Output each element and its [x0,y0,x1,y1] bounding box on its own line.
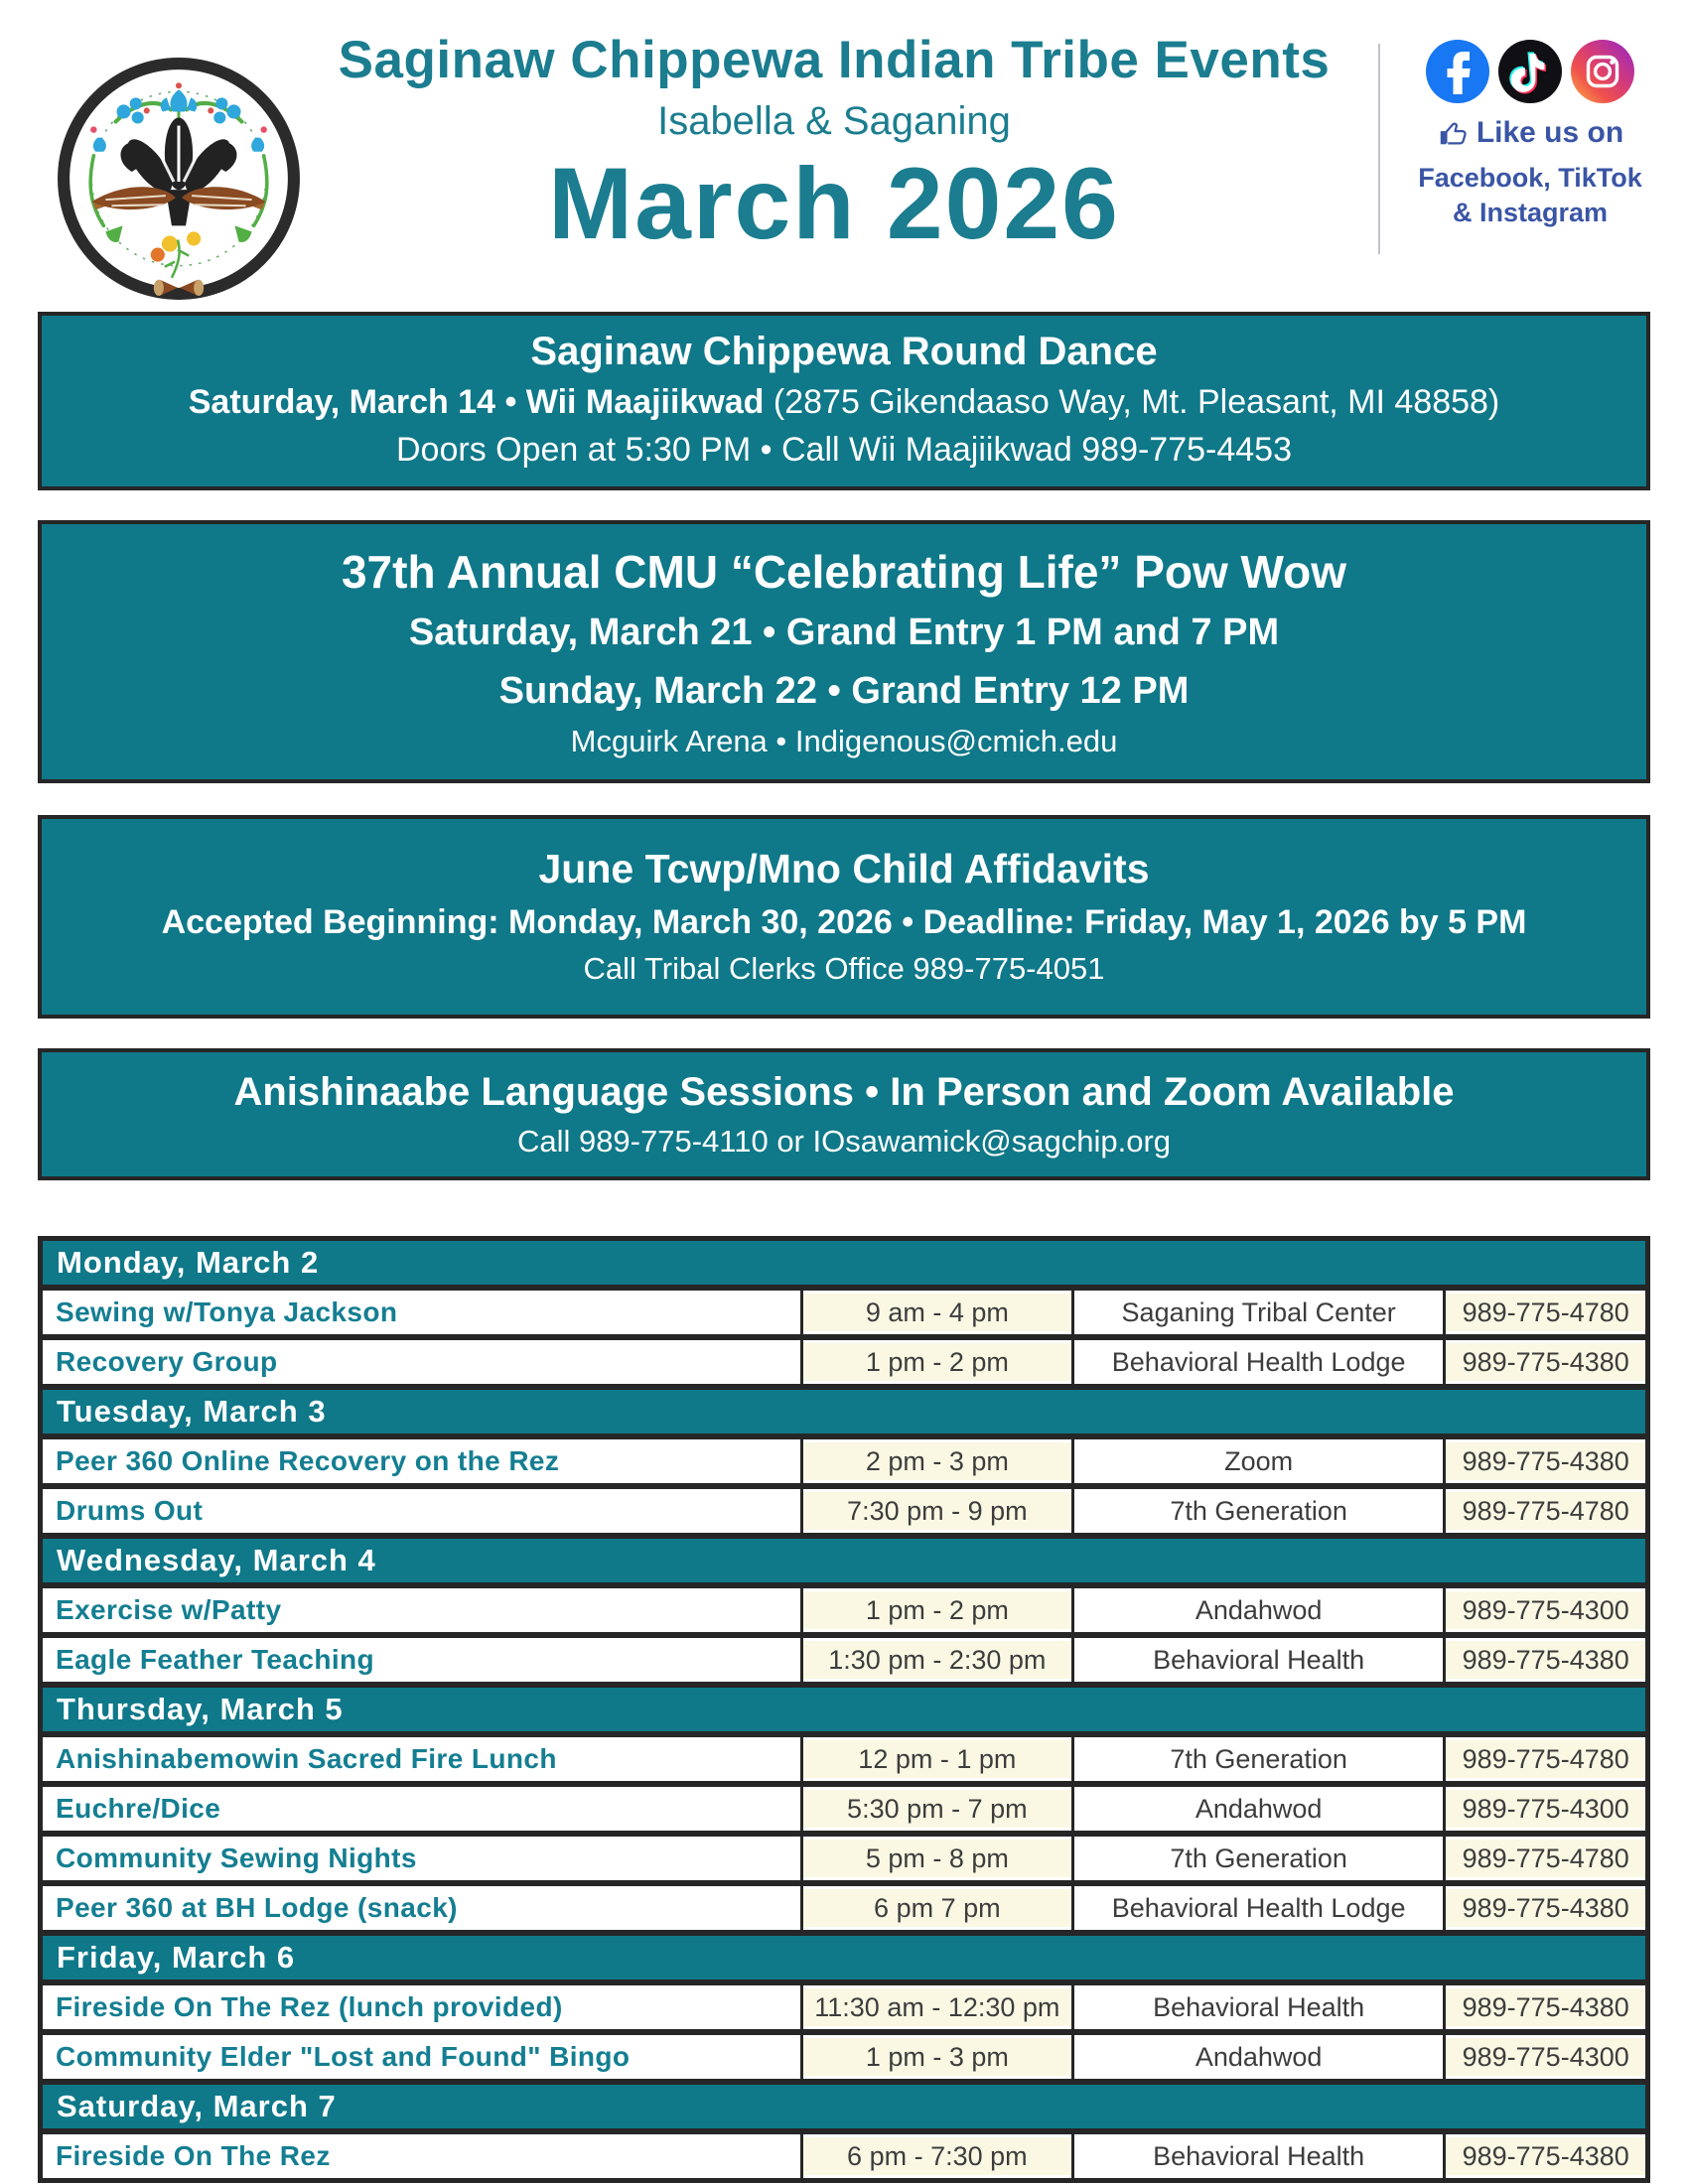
tiktok-icon [1498,40,1562,103]
event-name: Fireside On The Rez (lunch provided) [43,1985,800,2029]
day-header-thursday: Thursday, March 5 [43,1688,1645,1731]
event-name: Sewing w/Tonya Jackson [43,1291,800,1334]
event-phone: 989-775-4780 [1446,1837,1645,1880]
round-dance-address: (2875 Gikendaaso Way, Mt. Pleasant, MI 48858) [773,383,1500,421]
banner-language-sessions [38,1048,1650,1180]
tribe-emblem-icon [54,54,304,304]
event-time: 1:30 pm - 2:30 pm [803,1638,1071,1682]
banner-affidavits-dates: Accepted Beginning: Monday, March 30, 2026 • Deadline: Friday, May 1, 2026 by 5 PM [161,903,1527,942]
event-location: 7th Generation [1074,1837,1443,1880]
event-time: 5 pm - 8 pm [803,1837,1071,1880]
instagram-icon [1571,40,1634,103]
banner-round-dance-title: Saginaw Chippewa Round Dance [530,330,1158,373]
event-location: Saganing Tribal Center [1074,1291,1443,1334]
facebook-icon [1426,40,1489,103]
event-name: Peer 360 at BH Lodge (snack) [43,1886,800,1930]
event-phone: 989-775-4300 [1446,1787,1645,1831]
social-block [1390,40,1670,230]
event-phone: 989-775-4300 [1446,2035,1645,2079]
event-location: Behavioral Health Lodge [1074,1340,1443,1384]
event-name: Euchre/Dice [43,1787,800,1831]
banner-affidavits-contact: Call Tribal Clerks Office 989-775-4051 [583,950,1105,986]
event-location: Behavioral Health [1074,1985,1443,2029]
like-us-row [1390,116,1670,150]
event-time: 1 pm - 2 pm [803,1340,1071,1384]
social-icons-row [1390,40,1670,103]
banner-language-contact: Call 989-775-4110 or IOsawamick@sagchip.org [516,1124,1172,1160]
event-location: Andahwod [1074,1588,1443,1632]
like-us-label: Like us on [1476,116,1624,149]
banner-pow-wow [38,520,1650,783]
banner-pow-wow-venue: Mcguirk Arena • Indigenous@cmich.edu [570,723,1118,758]
month-title: March 2026 [548,147,1120,261]
banner-pow-wow-saturday: Saturday, March 21 • Grand Entry 1 PM and 7 PM [408,612,1280,654]
event-time: 2 pm - 3 pm [803,1439,1071,1483]
event-time: 6 pm 7 pm [803,1886,1071,1930]
banner-language-title: Anishinaabe Language Sessions • In Person and Zoom Available [233,1070,1455,1115]
banner-affidavits-title: June Tcwp/Mno Child Affidavits [538,845,1150,891]
banner-round-dance-line2 [54,382,1634,423]
event-location: Behavioral Health [1074,1638,1443,1682]
event-time: 7:30 pm - 9 pm [803,1489,1071,1533]
round-dance-date: Saturday, March 14 • Wii Maajiikwad [188,383,774,421]
event-name: Community Elder "Lost and Found" Bingo [43,2035,800,2079]
event-location: Behavioral Health Lodge [1074,1886,1443,1930]
banner-round-dance-line3: Doors Open at 5:30 PM • Call Wii Maajiikwad 989-775-4453 [396,430,1292,469]
banner-pow-wow-sunday: Sunday, March 22 • Grand Entry 12 PM [498,670,1190,713]
event-name: Recovery Group [43,1340,800,1384]
banner-pow-wow-title: 37th Annual CMU “Celebrating Life” Pow Wow [341,545,1347,598]
event-phone: 989-775-4380 [1446,1439,1645,1483]
event-name: Fireside On The Rez [43,2134,800,2178]
event-location: Andahwod [1074,1787,1443,1831]
event-name: Anishinabemowin Sacred Fire Lunch [43,1737,800,1781]
thumbs-up-icon [1437,117,1469,149]
event-phone: 989-775-4380 [1446,2134,1645,2178]
event-location: 7th Generation [1074,1737,1443,1781]
day-header-saturday: Saturday, March 7 [43,2085,1645,2128]
platforms-line-1: Facebook, TikTok [1418,163,1642,193]
event-time: 12 pm - 1 pm [803,1737,1071,1781]
header-divider [1378,44,1380,254]
event-name: Drums Out [43,1489,800,1533]
event-name: Community Sewing Nights [43,1837,800,1880]
event-phone: 989-775-4380 [1446,1340,1645,1384]
social-platforms-label [1390,161,1670,230]
event-name: Eagle Feather Teaching [43,1638,800,1682]
page-subtitle: Isabella & Saganing [657,99,1011,144]
banner-affidavits [38,815,1650,1019]
platforms-line-2: & Instagram [1452,198,1609,228]
event-location: 7th Generation [1074,1489,1443,1533]
event-location: Zoom [1074,1439,1443,1483]
event-phone: 989-775-4380 [1446,1638,1645,1682]
day-header-tuesday: Tuesday, March 3 [43,1390,1645,1433]
day-header-wednesday: Wednesday, March 4 [43,1539,1645,1582]
banner-round-dance [38,312,1650,490]
event-time: 5:30 pm - 7 pm [803,1787,1071,1831]
event-phone: 989-775-4380 [1446,1985,1645,2029]
event-phone: 989-775-4780 [1446,1489,1645,1533]
event-location: Behavioral Health [1074,2134,1443,2178]
event-phone: 989-775-4780 [1446,1737,1645,1781]
event-time: 9 am - 4 pm [803,1291,1071,1334]
event-time: 6 pm - 7:30 pm [803,2134,1071,2178]
events-table [38,1236,1650,2183]
page-title: Saginaw Chippewa Indian Tribe Events [338,31,1331,89]
event-name: Exercise w/Patty [43,1588,800,1632]
event-time: 1 pm - 2 pm [803,1588,1071,1632]
event-time: 1 pm - 3 pm [803,2035,1071,2079]
day-header-monday: Monday, March 2 [43,1241,1645,1285]
header-titles [298,31,1370,261]
header [0,0,1688,304]
tribe-logo [54,54,304,304]
event-phone: 989-775-4780 [1446,1291,1645,1334]
event-phone: 989-775-4300 [1446,1588,1645,1632]
event-phone: 989-775-4380 [1446,1886,1645,1930]
day-header-friday: Friday, March 6 [43,1936,1645,1979]
event-name: Peer 360 Online Recovery on the Rez [43,1439,800,1483]
event-time: 11:30 am - 12:30 pm [803,1985,1071,2029]
event-location: Andahwod [1074,2035,1443,2079]
